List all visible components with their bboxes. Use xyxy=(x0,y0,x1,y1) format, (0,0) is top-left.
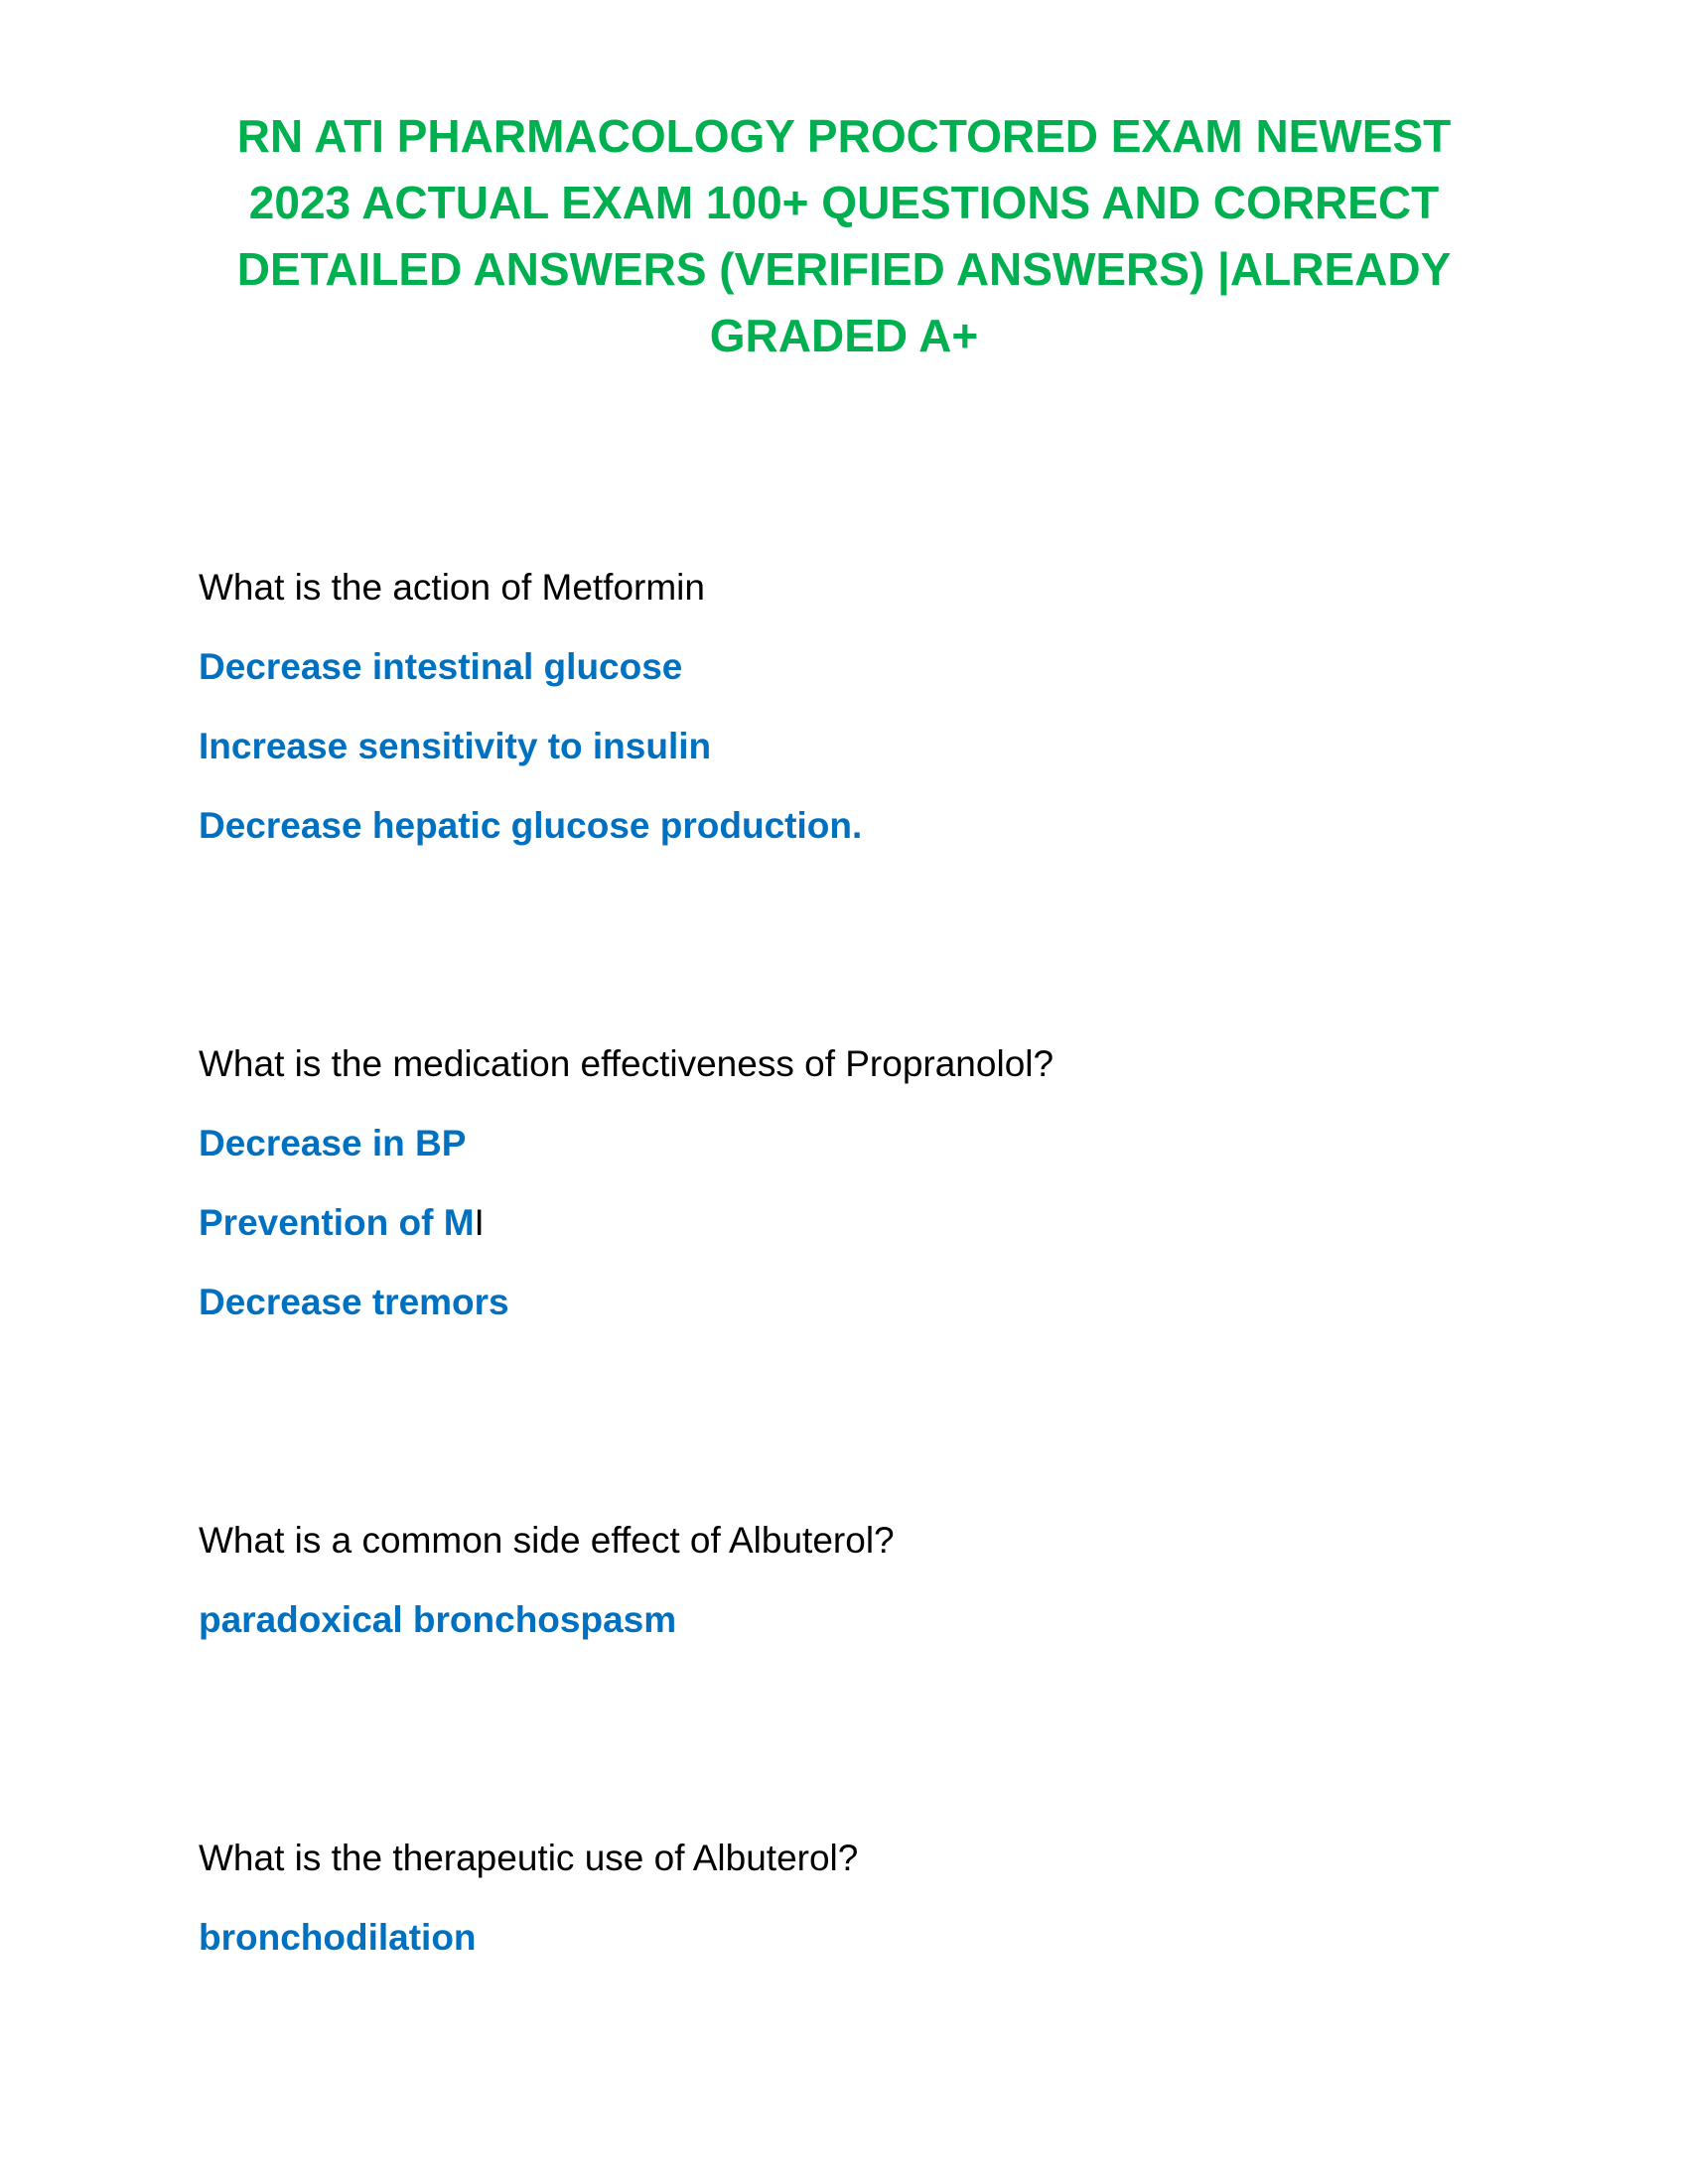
question-text: What is the medication effectiveness of Propranolol? xyxy=(199,1043,1055,1084)
qa-block-albuterol-use xyxy=(199,1819,858,1978)
answer-text: Increase sensitivity to insulin xyxy=(199,726,712,766)
answer-text-suffix: I xyxy=(474,1202,485,1243)
answer-text: paradoxical bronchospasm xyxy=(199,1599,677,1640)
answer-text-mi xyxy=(199,1183,1054,1263)
answer-text: Decrease hepatic glucose production. xyxy=(199,805,863,846)
answer-text-main: Prevention of M xyxy=(199,1202,475,1243)
qa-block-albuterol-side-effect xyxy=(199,1501,895,1660)
answer-text: Decrease tremors xyxy=(199,1282,509,1322)
answer-text: Decrease in BP xyxy=(199,1123,467,1163)
document-title: RN ATI PHARMACOLOGY PROCTORED EXAM NEWEST 2023 ACTUAL EXAM 100+ QUESTIONS AND CORRECT DETAILED ANSWERS (VERIFIED ANSWERS) |ALREADY GRADED A+ xyxy=(236,110,1452,361)
answer-text: Decrease intestinal glucose xyxy=(199,646,683,687)
qa-block-propranolol xyxy=(199,1024,1054,1342)
question-text: What is the action of Metformin xyxy=(199,567,705,608)
question-text: What is a common side effect of Albuterol? xyxy=(199,1520,895,1561)
qa-block-metformin xyxy=(199,548,862,866)
question-text: What is the therapeutic use of Albuterol? xyxy=(199,1838,859,1878)
answer-text: bronchodilation xyxy=(199,1917,477,1958)
